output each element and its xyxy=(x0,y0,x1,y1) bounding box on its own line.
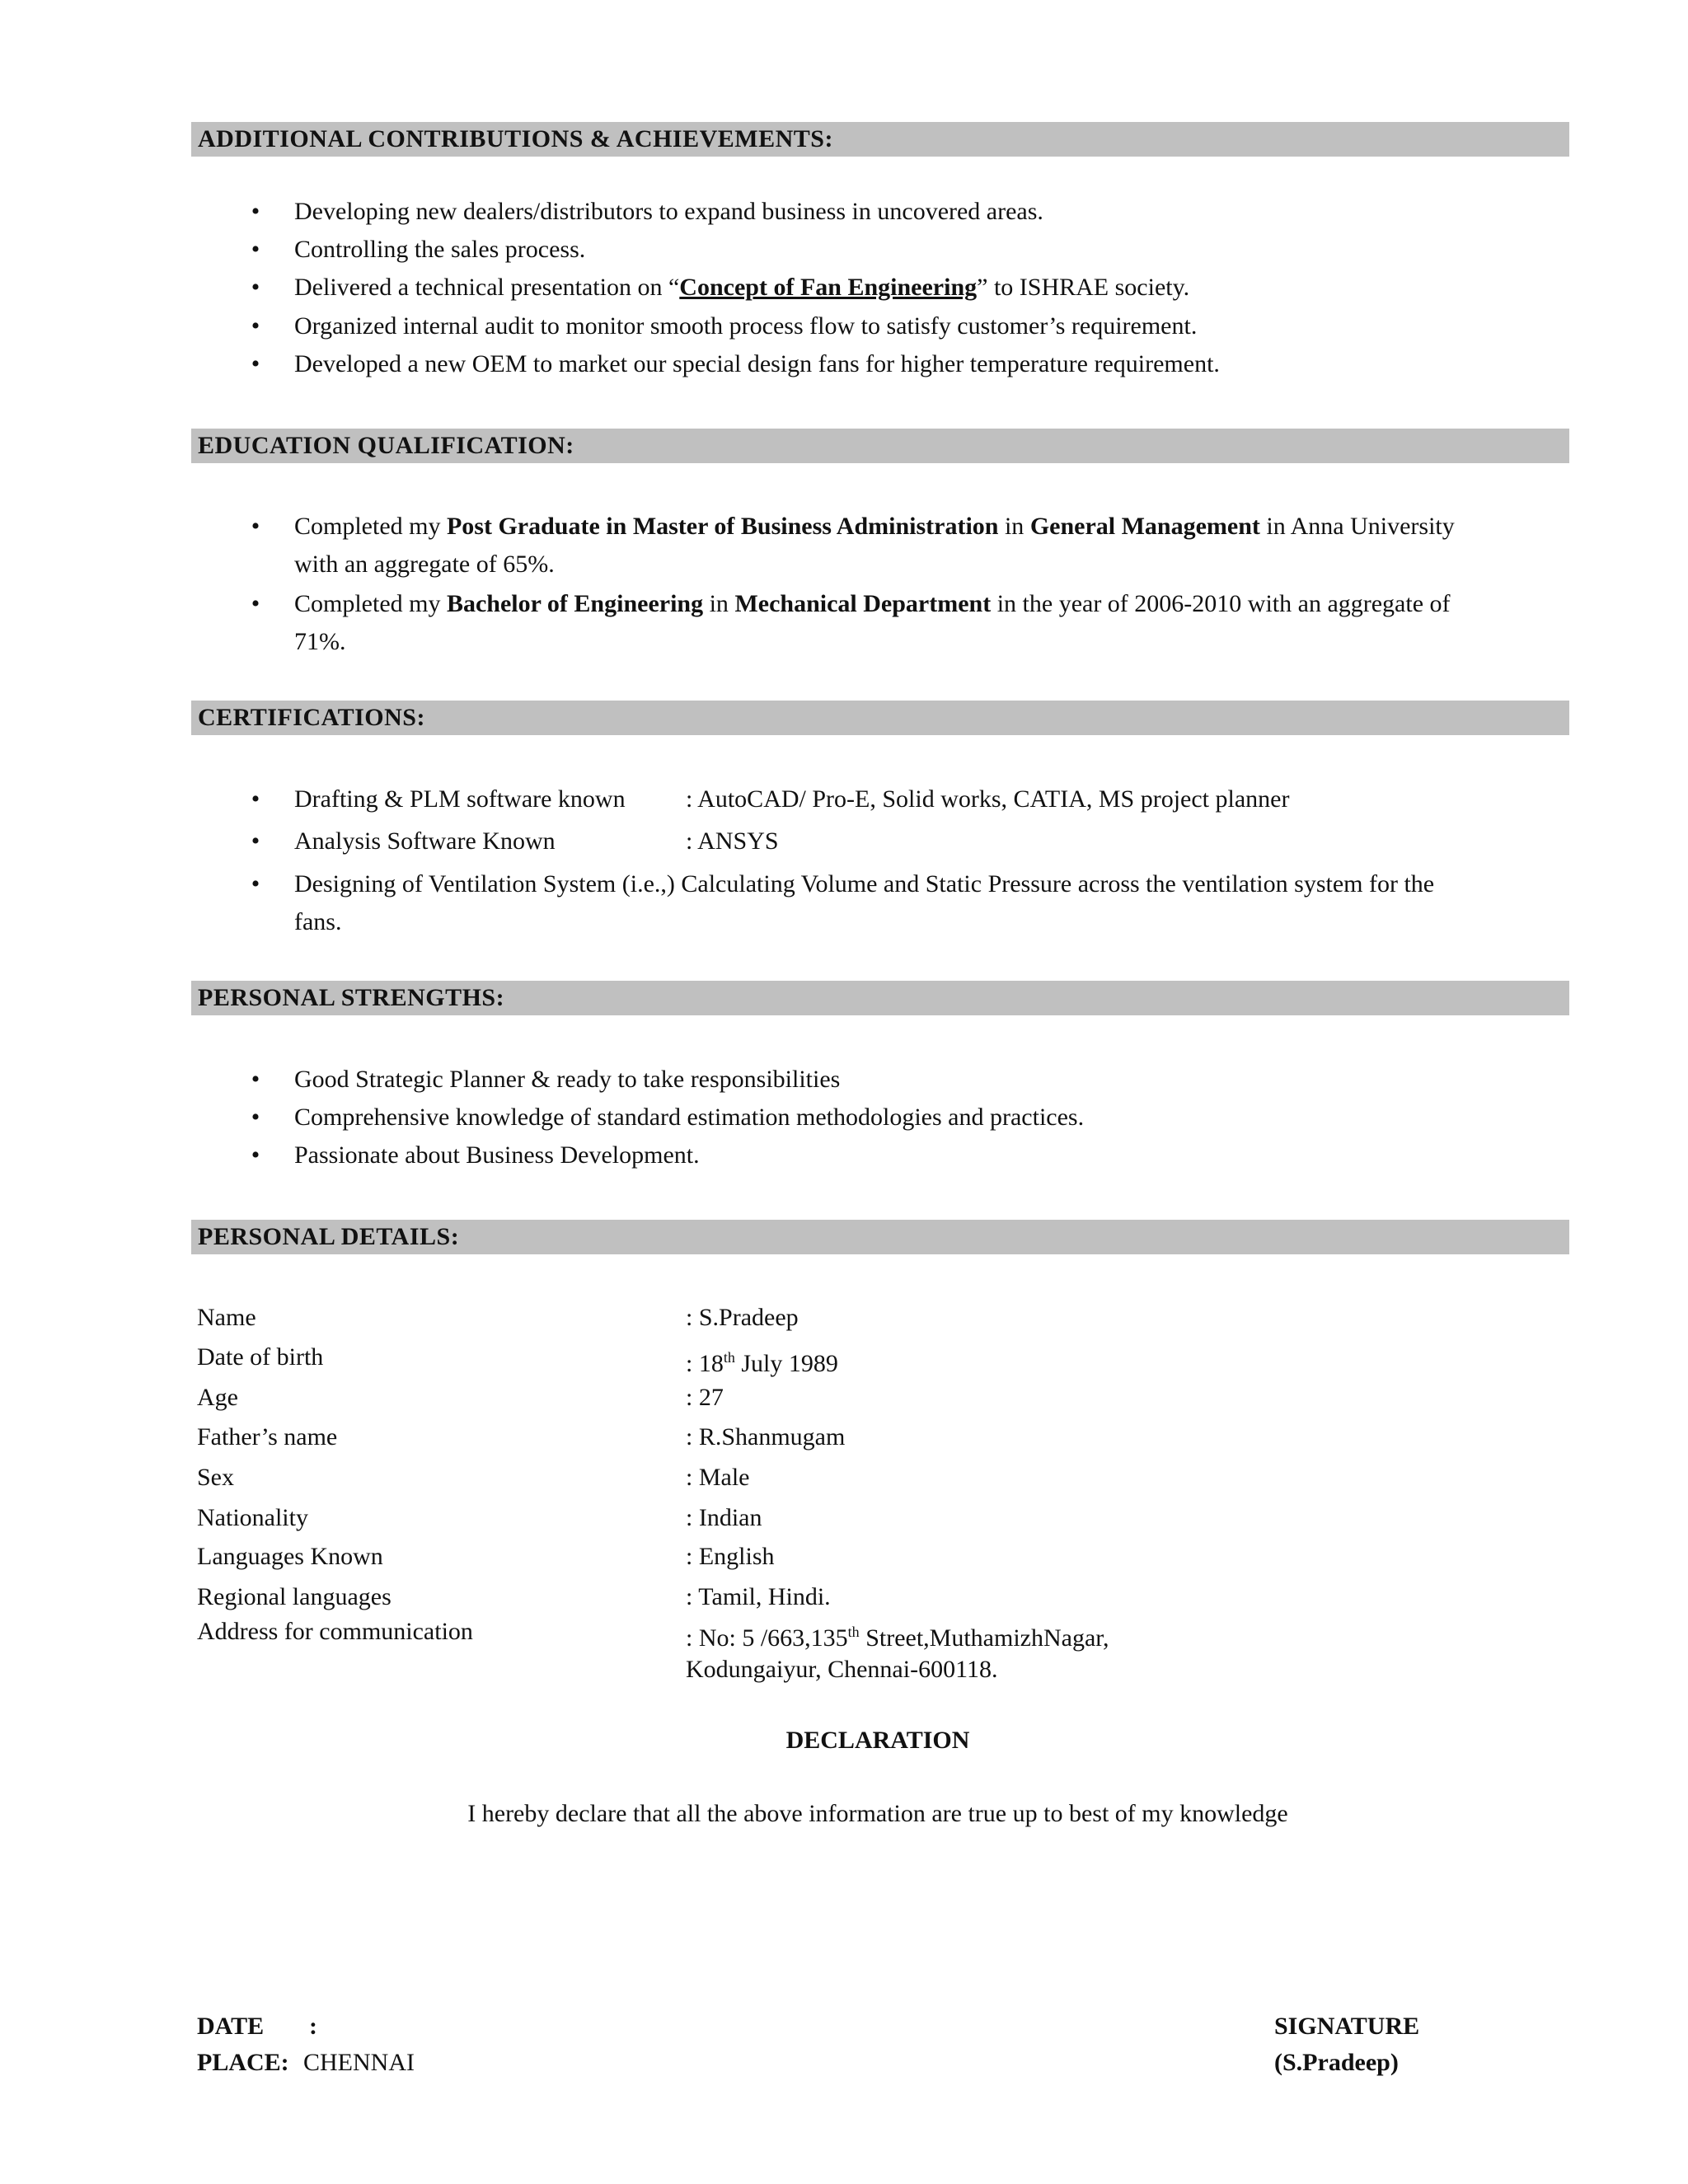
section-heading-certifications: CERTIFICATIONS: xyxy=(191,701,1569,735)
bullet-icon: • xyxy=(251,1141,260,1169)
strength-text: Good Strategic Planner & ready to take responsibilities xyxy=(294,1066,841,1093)
bullet-icon: • xyxy=(251,236,260,263)
bullet-icon: • xyxy=(251,198,260,225)
detail-label: Name xyxy=(197,1304,256,1331)
achievement-text: Developing new dealers/distributors to expand business in uncovered areas. xyxy=(294,198,1043,225)
bullet-icon: • xyxy=(251,350,260,377)
detail-label: Sex xyxy=(197,1464,234,1491)
declaration-text: I hereby declare that all the above information are true up to best of my knowledge xyxy=(467,1800,1288,1827)
bullet-icon: • xyxy=(251,274,260,301)
detail-value: : 27 xyxy=(686,1384,724,1411)
detail-value: : 18th July 1989 xyxy=(686,1349,838,1377)
presentation-title: Concept of Fan Engineering xyxy=(679,274,978,301)
detail-label: Father’s name xyxy=(197,1423,338,1451)
education-text: Completed my Bachelor of Engineering in Mechanical Department in the year of 2006-2010 with an aggregate of 71%. xyxy=(294,590,1451,655)
detail-value: : R.Shanmugam xyxy=(686,1423,846,1451)
signature-label: SIGNATURE xyxy=(1274,2013,1420,2040)
cert-label: Drafting & PLM software known xyxy=(294,785,626,813)
date-label: DATE xyxy=(197,2013,265,2040)
cert-label: Analysis Software Known xyxy=(294,827,556,855)
strength-text: Comprehensive knowledge of standard estimation methodologies and practices. xyxy=(294,1104,1085,1131)
strength-text: Passionate about Business Development. xyxy=(294,1141,700,1169)
detail-label: Nationality xyxy=(197,1504,308,1531)
detail-value: : Indian xyxy=(686,1504,762,1531)
bullet-icon: • xyxy=(251,1104,260,1131)
section-heading-education: EDUCATION QUALIFICATION: xyxy=(191,429,1569,463)
detail-value: Kodungaiyur, Chennai-600118. xyxy=(686,1656,998,1683)
bullet-icon: • xyxy=(251,513,260,540)
detail-label: Date of birth xyxy=(197,1343,324,1371)
section-heading-details: PERSONAL DETAILS: xyxy=(191,1220,1569,1254)
achievement-text: Delivered a technical presentation on “Concept of Fan Engineering” to ISHRAE society. xyxy=(294,274,1190,301)
detail-value: : Male xyxy=(686,1464,750,1491)
declaration-heading: DECLARATION xyxy=(785,1727,970,1754)
bullet-icon: • xyxy=(251,870,260,898)
achievement-text: Organized internal audit to monitor smooth process flow to satisfy customer’s requirement. xyxy=(294,312,1198,340)
bullet-icon: • xyxy=(251,785,260,813)
education-text: Completed my Post Graduate in Master of Business Administration in General Management in Anna University with an aggregate of 65%. xyxy=(294,513,1455,578)
achievement-text: Controlling the sales process. xyxy=(294,236,586,263)
bullet-icon: • xyxy=(251,827,260,855)
detail-label: Languages Known xyxy=(197,1543,383,1570)
bullet-icon: • xyxy=(251,590,260,617)
place-value: CHENNAI xyxy=(303,2049,415,2076)
bullet-icon: • xyxy=(251,312,260,340)
detail-value: : Tamil, Hindi. xyxy=(686,1583,831,1610)
cert-value: : AutoCAD/ Pro-E, Solid works, CATIA, MS project planner xyxy=(686,785,1290,813)
section-heading-achievements: ADDITIONAL CONTRIBUTIONS & ACHIEVEMENTS: xyxy=(191,122,1569,157)
section-heading-strengths: PERSONAL STRENGTHS: xyxy=(191,981,1569,1015)
cert-value: : ANSYS xyxy=(686,827,779,855)
signature-name: (S.Pradeep) xyxy=(1274,2049,1399,2076)
detail-value: : No: 5 /663,135th Street,MuthamizhNagar, xyxy=(686,1624,1109,1652)
detail-label: Address for communication xyxy=(197,1618,473,1645)
cert-text: Designing of Ventilation System (i.e.,) Calculating Volume and Static Pressure across the ventilation system for the fans. xyxy=(294,870,1435,935)
detail-label: Age xyxy=(197,1384,238,1411)
achievement-text: Developed a new OEM to market our special design fans for higher temperature requirement. xyxy=(294,350,1220,377)
detail-value: : English xyxy=(686,1543,775,1570)
detail-label: Regional languages xyxy=(197,1583,392,1610)
place-label: PLACE: xyxy=(197,2049,289,2076)
bullet-icon: • xyxy=(251,1066,260,1093)
date-colon: : xyxy=(309,2013,317,2040)
detail-value: : S.Pradeep xyxy=(686,1304,799,1331)
